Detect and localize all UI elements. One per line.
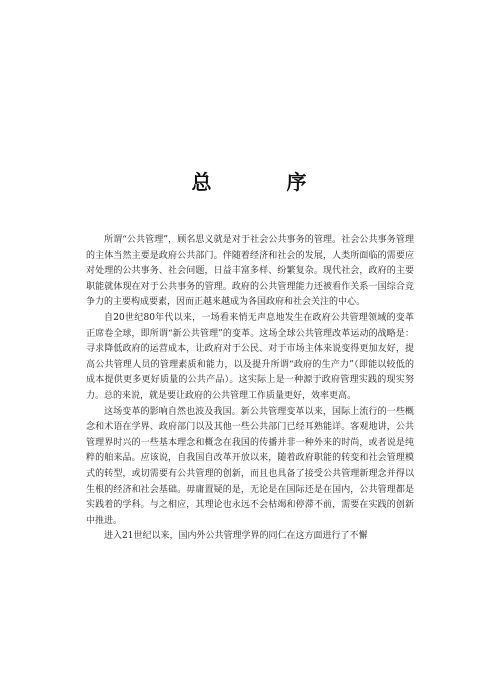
preface-body [86, 233, 414, 545]
paragraph: 自20世纪80年代以来，一场看来悄无声息地发生在政府公共管理领域的变革正席卷全球，即所谓“新公共管理”的变革。这场全球公共管理改革运动的战略是：寻求降低政府的运营成本，让政府对于公民、对于市场主体来说变得更加友好，提高公共管理人员的管理素质和能力，以及提升所谓“政府的生产力”（即能以较低的成本提供更多更好质量的公共产品）。这实际上是一种源于政府管理实践的现实努力。总的来说，就是要让政府的公共管理工作质量更好，效率更高。 [86, 312, 414, 401]
paragraph: 进入21世纪以来，国内外公共管理学界的同仁在这方面进行了不懈 [104, 531, 368, 542]
page-title: 总 序 [191, 170, 341, 194]
paragraph: 所谓“公共管理”，顾名思义就是对于社会公共事务的管理。社会公共事务管理的主体当然主要是政府公共部门。伴随着经济和社会的发展，人类所面临的需要应对处理的公共事务、社会问题，日益丰富多样、纷繁复杂。现代社会，政府的主要职能就体现在对于公共事务的管理。政府的公共管理能力还被看作关系一国综合竞争力的主要构成要素，因而正越来越成为各国政府和社会关注的中心。 [86, 235, 414, 308]
paragraph: 这场变革的影响自然也波及我国。新公共管理变革以来，国际上流行的一些概念和术语在学界、政府部门以及其他一些公共部门已经耳熟能详。客观地讲，公共管理界时兴的一些基本理念和概念在我国的传播并非一种外来的时尚，或者说是纯粹的舶来品。应该说，自我国自改革开放以来，随着政府职能的转变和社会管理模式的转型，或切需要有公共管理的创新，而且也具备了接受公共管理新理念并得以生根的经济和社会基础。毋庸置疑的是，无论是在国际还是在国内，公共管理都是实践着的学科。与之相应，其理论也永远不会枯竭和停滞不前，需要在实践的创新中推进。 [86, 406, 414, 526]
